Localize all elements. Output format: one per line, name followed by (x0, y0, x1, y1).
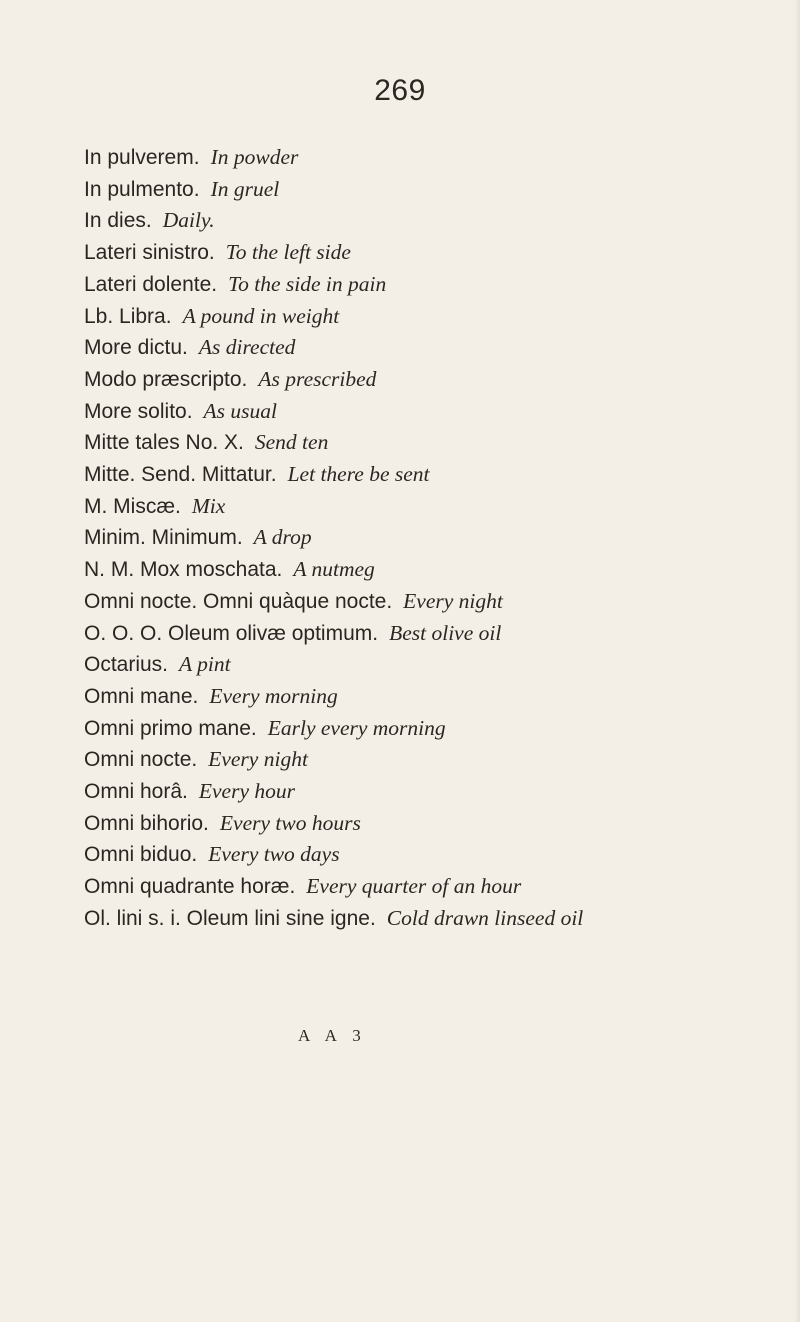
latin-term: M. Miscæ. (84, 494, 181, 518)
latin-term: Lateri sinistro. (84, 241, 215, 265)
english-translation: Mix (191, 493, 226, 518)
english-translation: Let there be sent (287, 462, 430, 487)
glossary-entry (84, 839, 764, 871)
glossary-entry (84, 554, 764, 586)
latin-term: Omni mane. (84, 684, 199, 708)
latin-term: Omni nocte. (84, 748, 198, 772)
english-translation: Every two hours (219, 810, 361, 835)
latin-term: Lateri dolente. (84, 272, 218, 296)
latin-term: Minim. Minimum. (84, 526, 243, 550)
glossary-entry (84, 776, 764, 808)
glossary-entry (84, 713, 764, 745)
english-translation: Every quarter of an hour (306, 874, 522, 899)
english-translation: To the left side (225, 240, 351, 265)
page-edge-shadow (794, 0, 800, 1322)
glossary-entry (84, 427, 764, 459)
latin-term: Omni primo mane. (84, 716, 257, 740)
english-translation: As directed (198, 335, 296, 360)
glossary-list (84, 142, 764, 934)
latin-term: N. M. Mox moschata. (84, 558, 283, 582)
glossary-entry (84, 744, 764, 776)
glossary-entry (84, 396, 764, 428)
glossary-entry (84, 301, 764, 333)
english-translation: As prescribed (258, 366, 377, 391)
latin-term: Omni horâ. (84, 780, 188, 804)
english-translation: Daily. (162, 208, 215, 233)
glossary-entry (84, 269, 764, 301)
english-translation: Best olive oil (389, 620, 502, 645)
english-translation: Early every morning (267, 715, 446, 740)
latin-term: Omni biduo. (84, 843, 198, 867)
latin-term: More solito. (84, 399, 193, 423)
english-translation: In gruel (210, 176, 280, 201)
latin-term: More dictu. (84, 336, 188, 360)
english-translation: Every hour (198, 779, 295, 804)
latin-term: Omni quadrante horæ. (84, 875, 296, 899)
english-translation: A nutmeg (293, 557, 375, 582)
english-translation: Every two days (208, 842, 340, 867)
latin-term: O. O. O. Oleum olivæ optimum. (84, 621, 379, 645)
english-translation: Send ten (254, 430, 329, 455)
glossary-entry (84, 459, 764, 491)
glossary-entry (84, 522, 764, 554)
english-translation: As usual (203, 398, 278, 423)
glossary-entry (84, 586, 764, 618)
page-number: 269 (374, 74, 426, 107)
english-translation: Every night (208, 747, 308, 772)
glossary-entry (84, 649, 764, 681)
latin-term: In dies. (84, 209, 152, 233)
glossary-entry (84, 205, 764, 237)
glossary-entry (84, 332, 764, 364)
latin-term: Octarius. (84, 653, 169, 677)
english-translation: Every night (403, 588, 503, 613)
glossary-entry (84, 364, 764, 396)
english-translation: A pound in weight (182, 303, 340, 328)
latin-term: Omni nocte. Omni quàque nocte. (84, 589, 393, 613)
latin-term: In pulverem. (84, 146, 200, 169)
glossary-entry (84, 491, 764, 523)
english-translation: Every morning (209, 683, 338, 708)
glossary-entry (84, 681, 764, 713)
english-translation: In powder (210, 145, 299, 169)
signature-mark: A A 3 (298, 1026, 367, 1045)
glossary-entry (84, 142, 764, 174)
english-translation: A drop (253, 525, 312, 550)
glossary-entry (84, 174, 764, 206)
latin-term: Mitte tales No. X. (84, 431, 244, 455)
english-translation: A pint (179, 652, 231, 677)
english-translation: Cold drawn linseed oil (386, 905, 584, 930)
glossary-entry (84, 871, 764, 903)
glossary-entry (84, 618, 764, 650)
latin-term: Modo præscripto. (84, 367, 248, 391)
glossary-entry (84, 903, 764, 934)
latin-term: Mitte. Send. Mittatur. (84, 463, 277, 487)
latin-term: Omni bihorio. (84, 811, 209, 835)
latin-term: Lb. Libra. (84, 304, 172, 328)
english-translation: To the side in pain (228, 271, 387, 296)
glossary-entry (84, 237, 764, 269)
latin-term: In pulmento. (84, 177, 200, 201)
latin-term: Ol. lini s. i. Oleum lini sine igne. (84, 906, 376, 930)
glossary-entry (84, 808, 764, 840)
